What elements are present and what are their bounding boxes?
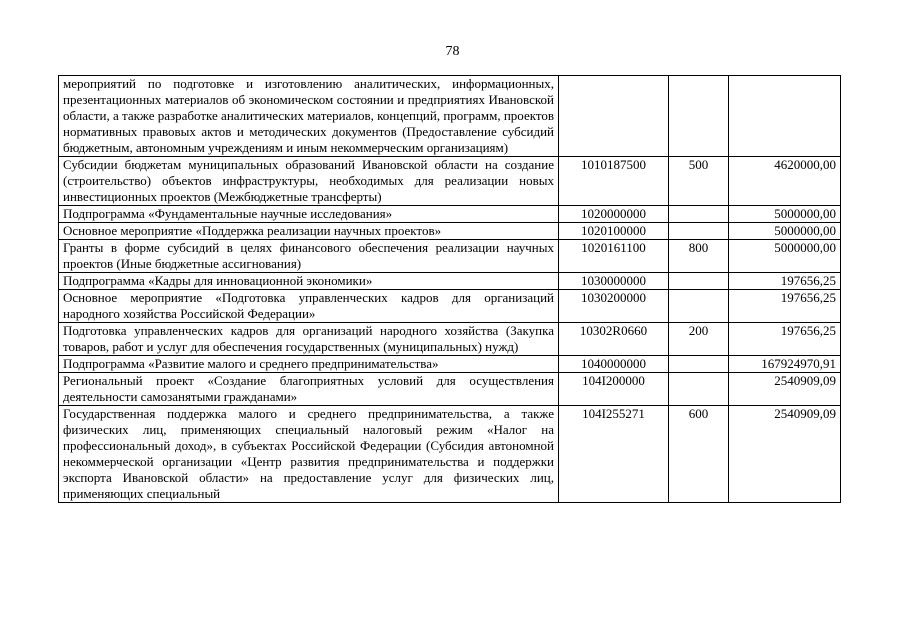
row-description: Подпрограмма «Кадры для инновационной экономики» — [59, 273, 559, 290]
row-amount: 197656,25 — [729, 290, 841, 323]
table-row — [59, 356, 841, 373]
row-code: 104I200000 — [559, 373, 669, 406]
row-description: Гранты в форме субсидий в целях финансового обеспечения реализации научных проектов (Иные бюджетные ассигнования) — [59, 240, 559, 273]
table-row — [59, 273, 841, 290]
row-amount: 5000000,00 — [729, 223, 841, 240]
row-expense-type — [669, 373, 729, 406]
row-expense-type — [669, 223, 729, 240]
row-amount: 2540909,09 — [729, 406, 841, 503]
table-row — [59, 323, 841, 356]
row-description: Подпрограмма «Развитие малого и среднего предпринимательства» — [59, 356, 559, 373]
row-expense-type — [669, 206, 729, 223]
table-row — [59, 76, 841, 157]
row-amount: 197656,25 — [729, 323, 841, 356]
table-row — [59, 290, 841, 323]
row-description: мероприятий по подготовке и изготовлению аналитических, информационных, презентационных материалов об экономическом состоянии и предприятиях Ивановской области, а также разработке аналитических материалов, концепций, программ, проектов нормативных правовых актов и методических документов (Предоставление субсидий бюджетным, автономным учреждениям и иным некоммерческим организациям) — [59, 76, 559, 157]
row-code: 104I255271 — [559, 406, 669, 503]
row-amount: 5000000,00 — [729, 206, 841, 223]
row-expense-type: 500 — [669, 157, 729, 206]
row-amount: 4620000,00 — [729, 157, 841, 206]
row-expense-type: 200 — [669, 323, 729, 356]
row-description: Субсидии бюджетам муниципальных образований Ивановской области на создание (строительство) объектов инфраструктуры, необходимых для реализации новых инвестиционных проектов (Межбюджетные трансферты) — [59, 157, 559, 206]
row-description: Подготовка управленческих кадров для организаций народного хозяйства (Закупка товаров, работ и услуг для обеспечения государственных (муниципальных) нужд) — [59, 323, 559, 356]
row-code: 1030200000 — [559, 290, 669, 323]
table-row — [59, 406, 841, 503]
row-amount: 5000000,00 — [729, 240, 841, 273]
budget-table — [58, 75, 841, 503]
table-row — [59, 240, 841, 273]
row-expense-type — [669, 273, 729, 290]
row-code: 1040000000 — [559, 356, 669, 373]
row-code: 1010187500 — [559, 157, 669, 206]
table-row — [59, 223, 841, 240]
row-amount: 167924970,91 — [729, 356, 841, 373]
row-code — [559, 76, 669, 157]
row-code: 10302R0660 — [559, 323, 669, 356]
row-expense-type — [669, 290, 729, 323]
row-code: 1030000000 — [559, 273, 669, 290]
row-expense-type — [669, 76, 729, 157]
row-expense-type: 600 — [669, 406, 729, 503]
row-description: Основное мероприятие «Подготовка управленческих кадров для организаций народного хозяйства Российской Федерации» — [59, 290, 559, 323]
row-amount — [729, 76, 841, 157]
row-code: 1020000000 — [559, 206, 669, 223]
row-code: 1020100000 — [559, 223, 669, 240]
row-amount: 2540909,09 — [729, 373, 841, 406]
row-code: 1020161100 — [559, 240, 669, 273]
page-number: 78 — [445, 44, 460, 59]
table-row — [59, 373, 841, 406]
row-expense-type: 800 — [669, 240, 729, 273]
row-amount: 197656,25 — [729, 273, 841, 290]
row-expense-type — [669, 356, 729, 373]
row-description: Региональный проект «Создание благоприятных условий для осуществления деятельности самозанятыми гражданами» — [59, 373, 559, 406]
row-description: Государственная поддержка малого и среднего предпринимательства, а также физических лиц, применяющих специальный налоговый режим «Налог на профессиональный доход», в субъектах Российской Федерации (Субсидия автономной некоммерческой организации «Центр развития предпринимательства и поддержки экспорта Ивановской области» на предоставление услуг для физических лиц, применяющих специальный — [59, 406, 559, 503]
table-row — [59, 206, 841, 223]
row-description: Основное мероприятие «Поддержка реализации научных проектов» — [59, 223, 559, 240]
row-description: Подпрограмма «Фундаментальные научные исследования» — [59, 206, 559, 223]
table-row — [59, 157, 841, 206]
